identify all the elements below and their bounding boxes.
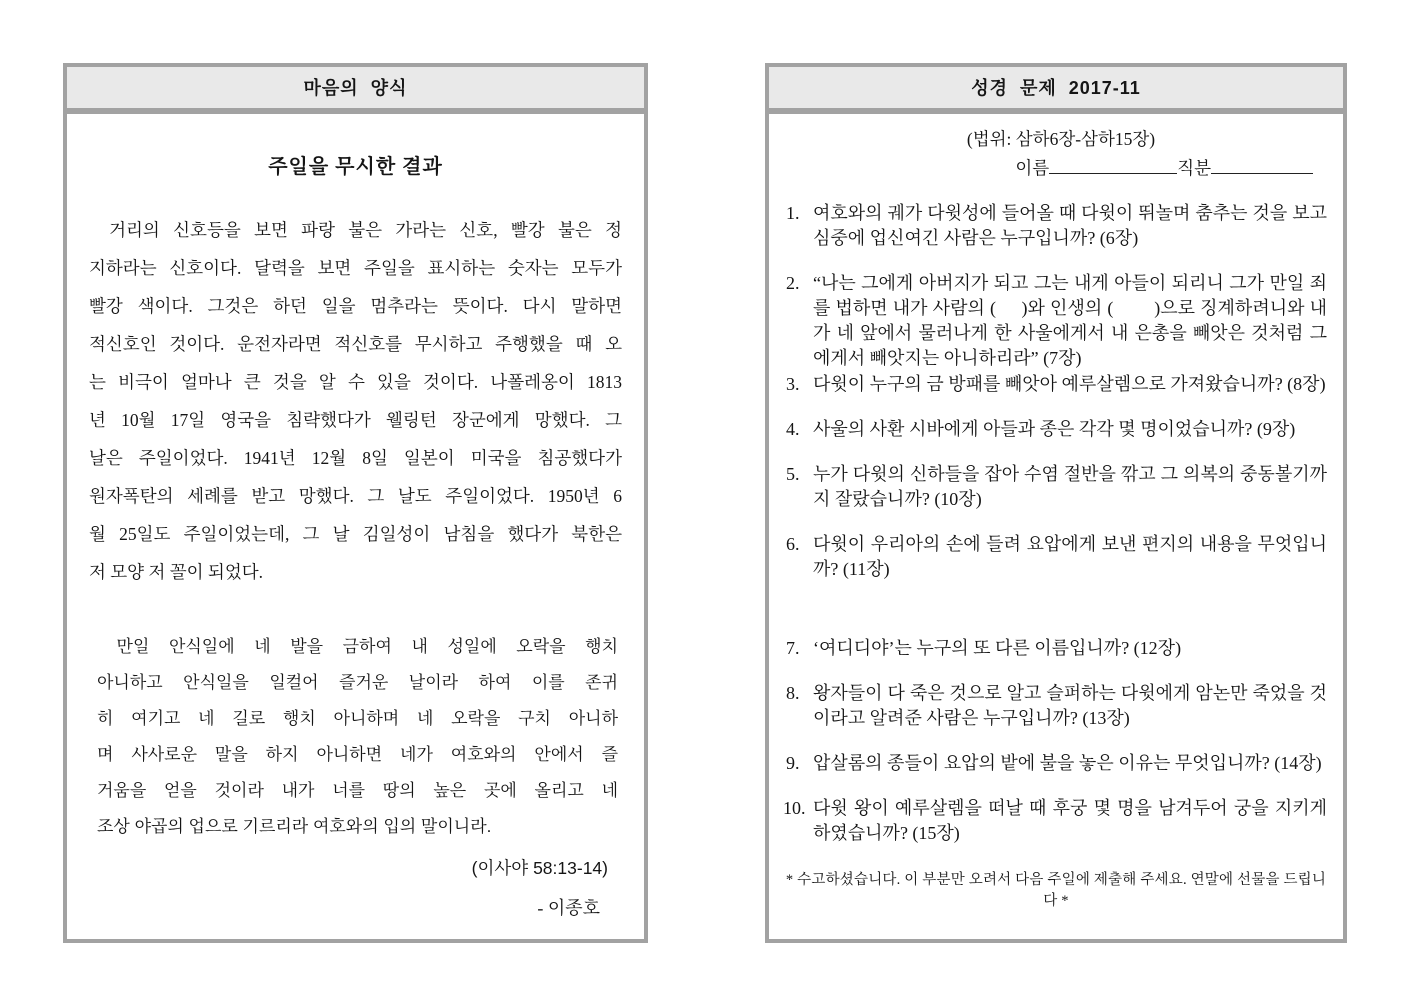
question-number: 5. bbox=[786, 464, 800, 484]
left-page bbox=[63, 63, 648, 943]
name-blank-field bbox=[1049, 158, 1177, 174]
question-text: 왕자들이 다 죽은 것으로 알고 슬퍼하는 다윗에게 암논만 죽었을 것이라고 알려준 사람은 누구입니까? (13장) bbox=[813, 683, 1327, 728]
name-role-line bbox=[785, 155, 1327, 181]
right-page-header-title: 성경 문제 2017-11 bbox=[971, 78, 1141, 98]
text-line: 날은 주일이었다. 1941년 12월 8일 일본이 미국을 침공했다가 bbox=[89, 448, 622, 468]
question-text: ‘여디디야’는 누구의 또 다른 이름입니까? (12장) bbox=[813, 638, 1182, 658]
text-line: 월 25일도 주일이었는데, 그 날 김일성이 남침을 했다가 북한은 bbox=[89, 524, 622, 544]
name-label: 이름 bbox=[1015, 158, 1050, 178]
question-item bbox=[785, 462, 1327, 512]
text-line: 만일 안식일에 네 발을 금하여 내 성일에 오락을 행치 bbox=[116, 637, 618, 656]
question-text: “나는 그에게 아버지가 되고 그는 내게 아들이 되리니 그가 만일 죄를 법하면 내가 사람의 ( )와 인생의 ( )으로 징계하려니와 내가 네 앞에서 물러나게 한 사울에게서 내 은총을 빼앗은 것처럼 그에게서 빼앗지는 아니하리라” (7장) bbox=[813, 273, 1327, 368]
right-page-header bbox=[765, 63, 1347, 110]
text-line: 년 10월 17일 영국을 침략했다가 웰링턴 장군에게 망했다. 그 bbox=[89, 410, 622, 430]
text-line: 원자폭탄의 세례를 받고 망했다. 그 날도 주일이었다. 1950년 6 bbox=[89, 486, 622, 506]
left-page-header-title: 마음의 양식 bbox=[303, 78, 408, 98]
question-item bbox=[785, 751, 1327, 776]
question-text: 사울의 사환 시바에게 아들과 종은 각각 몇 명이었습니까? (9장) bbox=[813, 419, 1296, 439]
scripture-citation: (이사야 58:13-14) bbox=[471, 858, 608, 878]
left-page-body bbox=[63, 110, 648, 943]
quiz-scope: (법위: 삼하6장-삼하15장) bbox=[966, 129, 1156, 149]
question-number: 4. bbox=[786, 419, 800, 439]
text-line: 조상 야곱의 업으로 기르리라 여호와의 입의 말이니라. bbox=[97, 817, 492, 836]
question-item bbox=[785, 271, 1327, 371]
text-line: 빨강 색이다. 그것은 하던 일을 멈추라는 뜻이다. 다시 말하면 bbox=[89, 296, 622, 316]
text-line: 히 여기고 네 길로 행치 아니하며 네 오락을 구치 아니하 bbox=[97, 709, 618, 728]
question-item bbox=[785, 796, 1327, 846]
question-number: 2. bbox=[786, 273, 800, 293]
question-text: 다윗 왕이 예루살렘을 떠날 때 후궁 몇 명을 남겨두어 궁을 지키게 하였습니까? (15장) bbox=[813, 798, 1327, 843]
question-item bbox=[785, 636, 1327, 661]
question-number: 6. bbox=[786, 534, 800, 554]
question-number: 3. bbox=[786, 374, 800, 394]
question-text: 여호와의 궤가 다윗성에 들어올 때 다윗이 뛰놀며 춤추는 것을 보고 심중에 업신여긴 사람은 누구입니까? (6장) bbox=[813, 203, 1327, 248]
left-page-header bbox=[63, 63, 648, 110]
question-number: 7. bbox=[786, 638, 800, 658]
text-line: 적신호인 것이다. 운전자라면 적신호를 무시하고 주행했을 때 오 bbox=[89, 334, 622, 354]
text-line: 지하라는 신호이다. 달력을 보면 주일을 표시하는 숫자는 모두가 bbox=[89, 258, 622, 278]
scripture-quote-paragraph bbox=[89, 629, 622, 845]
question-item bbox=[785, 532, 1327, 582]
question-number: 9. bbox=[786, 753, 800, 773]
right-page bbox=[765, 63, 1347, 943]
submission-note: * 수고하셨습니다. 이 부분만 오려서 다음 주일에 제출해 주세요. 연말에 선물을 드립니다 * bbox=[785, 872, 1327, 909]
question-text: 다윗이 누구의 금 방패를 빼앗아 예루살렘으로 가져왔습니까? (8장) bbox=[813, 374, 1326, 394]
question-text: 다윗이 우리아의 손에 들려 요압에게 보낸 편지의 내용을 무엇입니까? (11장) bbox=[813, 534, 1327, 579]
right-page-body bbox=[765, 110, 1347, 943]
question-item bbox=[785, 372, 1327, 397]
question-list bbox=[785, 201, 1327, 846]
role-label: 직분 bbox=[1177, 158, 1211, 178]
article-paragraph-1 bbox=[89, 211, 622, 591]
question-item bbox=[785, 417, 1327, 442]
question-text: 누가 다윗의 신하들을 잡아 수염 절반을 깎고 그 의복의 중동볼기까지 잘랐습니까? (10장) bbox=[813, 464, 1327, 509]
text-line: 며 사사로운 말을 하지 아니하면 네가 여호와의 안에서 즐 bbox=[97, 745, 618, 764]
question-number: 1. bbox=[786, 203, 800, 223]
question-number: 8. bbox=[786, 683, 800, 703]
text-line: 거리의 신호등을 보면 파랑 불은 가라는 신호, 빨강 불은 정 bbox=[109, 220, 622, 240]
article-author: - 이종호 bbox=[537, 898, 600, 918]
article-title: 주일을 무시한 결과 bbox=[268, 156, 443, 178]
text-line: 아니하고 안식일을 일컬어 즐거운 날이라 하여 이를 존귀 bbox=[97, 673, 618, 692]
question-item bbox=[785, 681, 1327, 731]
text-line: 는 비극이 얼마나 큰 것을 알 수 있을 것이다. 나폴레옹이 1813 bbox=[89, 372, 622, 392]
text-line: 저 모양 저 꼴이 되었다. bbox=[89, 562, 264, 582]
question-item bbox=[785, 201, 1327, 251]
role-blank-field bbox=[1211, 158, 1313, 174]
question-number: 10. bbox=[783, 798, 806, 818]
question-text: 압살롬의 종들이 요압의 밭에 불을 놓은 이유는 무엇입니까? (14장) bbox=[813, 753, 1322, 773]
text-line: 거움을 얻을 것이라 내가 너를 땅의 높은 곳에 올리고 네 bbox=[97, 781, 618, 800]
